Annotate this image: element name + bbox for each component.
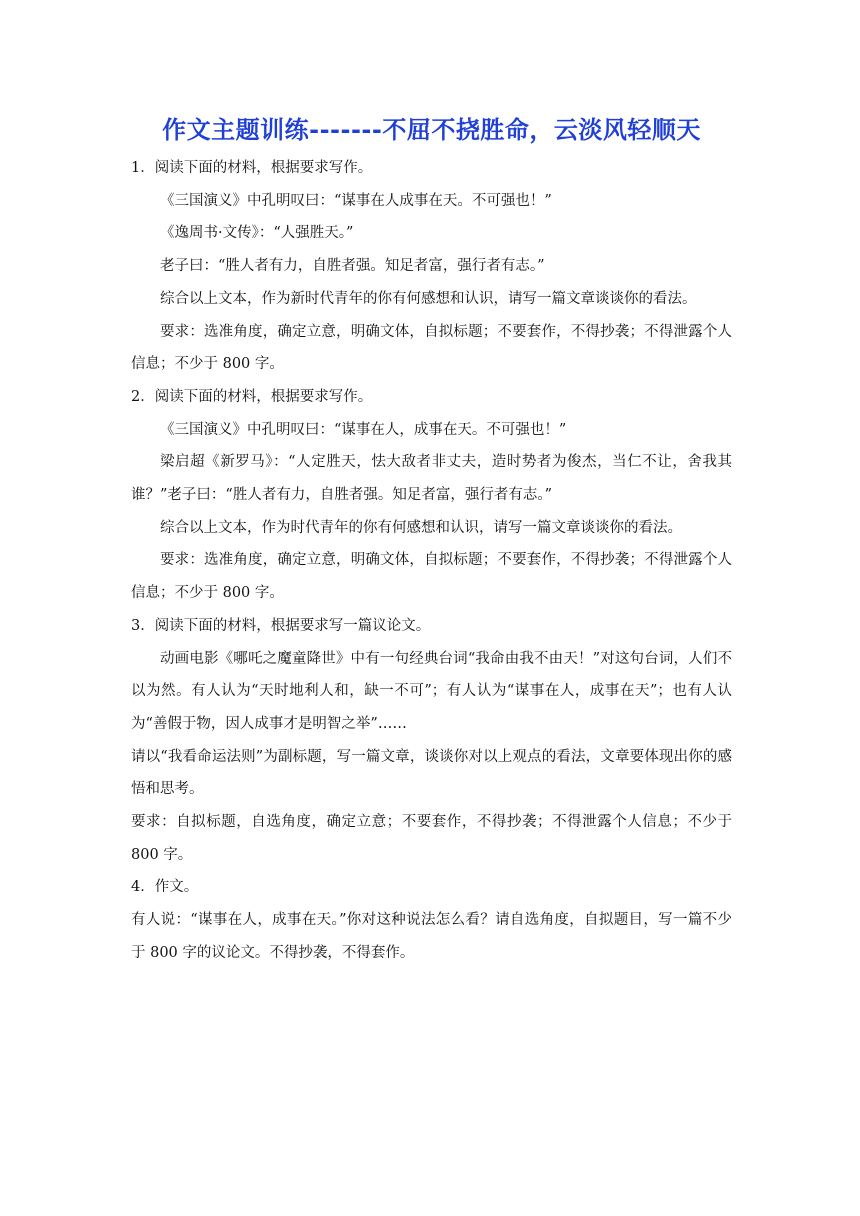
question-3-requirements: 要求：自拟标题，自选角度，确定立意；不要套作，不得抄袭；不得泄露个人信息；不少于 800 字。 [131,814,732,863]
question-2-quote-sanguo: 《三国演义》中孔明叹曰：“谋事在人，成事在天。不可强也！” [160,421,567,438]
question-1-quote-laozi: 老子曰：“胜人者有力，自胜者强。知足者富，强行者有志。” [160,258,545,275]
question-1 [131,152,732,381]
question-2-quote-liangqichao: 梁启超《新罗马》：“人定胜天，怯大敌者非丈夫，造时势者为俊杰，当仁不让，舍我其谁？”老子曰：“胜人者有力，自胜者强。知足者富，强行者有志。” [131,454,732,504]
question-2 [131,381,732,610]
question-4 [131,871,732,969]
question-3-prompt: 请以“我看命运法则”为副标题，写一篇文章，谈谈你对以上观点的看法，文章要体现出你的感悟和思考。 [131,748,732,798]
question-1-heading: 1．阅读下面的材料，根据要求写作。 [131,160,373,176]
question-4-heading: 4．作文。 [131,879,199,896]
question-4-prompt: 有人说：“谋事在人，成事在天。”你对这种说法怎么看？请自选角度，自拟题目，写一篇不少于 800 字的议论文。不得抄袭，不得套作。 [131,912,732,961]
question-2-heading: 2．阅读下面的材料，根据要求写作。 [131,388,373,405]
question-1-prompt: 综合以上文本，作为新时代青年的你有何感想和认识，请写一篇文章谈谈你的看法。 [160,290,697,307]
question-3 [131,610,732,872]
question-2-requirements: 要求：选准角度，确定立意，明确文体，自拟标题；不要套作，不得抄袭；不得泄露个人信息；不少于 800 字。 [131,552,732,602]
question-3-heading: 3．阅读下面的材料，根据要求写一篇议论文。 [131,617,431,634]
question-1-requirements: 要求：选准角度，确定立意，明确文体，自拟标题；不要套作，不得抄袭；不得泄露个人信息；不少于 800 字。 [131,323,732,373]
question-1-quote-yizhoushu: 《逸周书·文传》：“人强胜天。” [160,225,354,242]
question-1-quote-sanguo: 《三国演义》中孔明叹曰：“谋事在人成事在天。不可强也！” [160,192,552,209]
question-2-prompt: 综合以上文本，作为时代青年的你有何感想和认识，请写一篇文章谈谈你的看法。 [160,519,682,536]
document-title: 作文主题训练-------不屈不挠胜命，云淡风轻顺天 [162,116,701,144]
question-3-material: 动画电影《哪吒之魔童降世》中有一句经典台词“我命由我不由天！”对这句台词，人们不以为然。有人认为“天时地利人和，缺一不可”；有人认为“谋事在人，成事在天”；也有人认为“善假于物，因人成事才是明智之举”…… [131,650,732,732]
